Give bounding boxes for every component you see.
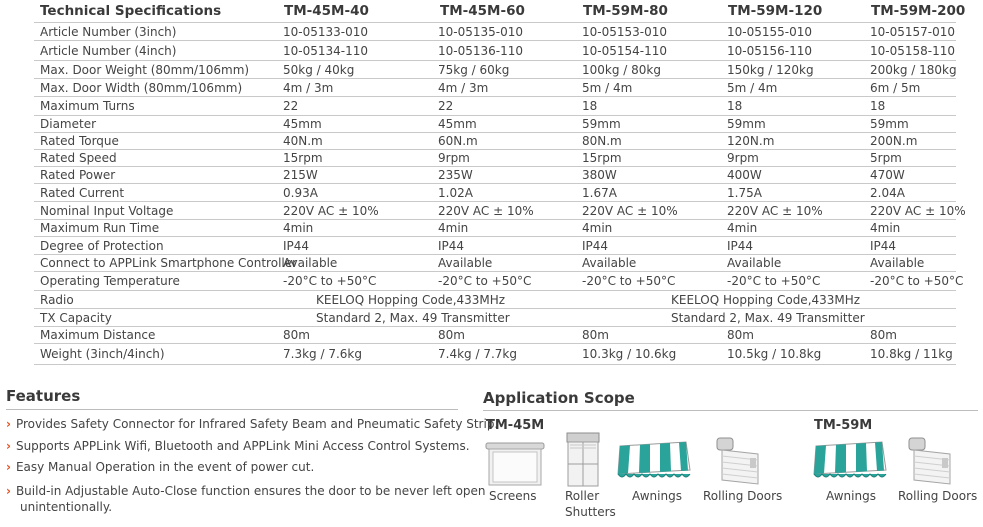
spec-value: 9rpm bbox=[727, 151, 759, 165]
spec-value: IP44 bbox=[727, 239, 754, 253]
app-label-screens: Screens bbox=[489, 489, 537, 503]
spec-value: 4m / 3m bbox=[438, 81, 489, 95]
spec-label: Maximum Distance bbox=[40, 328, 156, 342]
feature-text: Build-in Adjustable Auto-Close function ensures the door to be never left open bbox=[15, 484, 486, 498]
model-header: TM-45M-60 bbox=[440, 3, 525, 19]
spec-row bbox=[34, 343, 956, 365]
spec-value: 200N.m bbox=[870, 134, 918, 148]
spec-value: 80m bbox=[283, 328, 310, 342]
spec-value: 15rpm bbox=[582, 151, 622, 165]
spec-value: IP44 bbox=[283, 239, 310, 253]
spec-row bbox=[34, 183, 956, 202]
spec-value: 400W bbox=[727, 168, 762, 182]
spec-value: 4min bbox=[438, 221, 469, 235]
spec-value: 10-05133-010 bbox=[283, 25, 369, 39]
bullet-arrow-icon: › bbox=[6, 460, 11, 474]
spec-value: KEELOQ Hopping Code,433MHz bbox=[316, 293, 506, 307]
spec-value: 4min bbox=[870, 221, 901, 235]
spec-value: 7.4kg / 7.7kg bbox=[438, 347, 517, 361]
spec-value: 18 bbox=[727, 99, 743, 113]
spec-value: 80m bbox=[870, 328, 897, 342]
spec-value: 45mm bbox=[438, 117, 477, 131]
spec-value: 220V AC ± 10% bbox=[283, 204, 379, 218]
spec-value: 0.93A bbox=[283, 186, 318, 200]
spec-value: Standard 2, Max. 49 Transmitter bbox=[316, 311, 510, 325]
spec-row bbox=[34, 271, 964, 291]
spec-label: Maximum Run Time bbox=[40, 221, 160, 235]
application-title: Application Scope bbox=[483, 389, 635, 407]
spec-value: 4min bbox=[727, 221, 758, 235]
spec-value: 75kg / 60kg bbox=[438, 63, 510, 77]
spec-value: -20°C to +50°C bbox=[283, 274, 377, 288]
bullet-arrow-icon: › bbox=[6, 484, 11, 498]
spec-value: 10.8kg / 11kg bbox=[870, 347, 953, 361]
spec-value: 10-05153-010 bbox=[582, 25, 668, 39]
spec-label: Maximum Turns bbox=[40, 99, 135, 113]
spec-label: TX Capacity bbox=[40, 311, 112, 325]
spec-label: Article Number (4inch) bbox=[40, 44, 177, 58]
spec-label: Max. Door Weight (80mm/106mm) bbox=[40, 63, 250, 77]
spec-value: 220V AC ± 10% bbox=[727, 204, 823, 218]
spec-row bbox=[34, 40, 956, 61]
spec-label: Operating Temperature bbox=[40, 274, 180, 288]
spec-label: Article Number (3inch) bbox=[40, 25, 177, 39]
spec-value: 380W bbox=[582, 168, 617, 182]
spec-row bbox=[34, 22, 956, 41]
model-header: TM-59M-120 bbox=[728, 3, 823, 19]
spec-value: 200kg / 180kg bbox=[870, 63, 957, 77]
spec-value: 15rpm bbox=[283, 151, 323, 165]
spec-label: Weight (3inch/4inch) bbox=[40, 347, 165, 361]
spec-row bbox=[34, 149, 956, 167]
feature-item bbox=[6, 460, 314, 475]
model-header: TM-59M-200 bbox=[871, 3, 966, 19]
spec-value: 220V AC ± 10% bbox=[582, 204, 678, 218]
spec-value: 50kg / 40kg bbox=[283, 63, 355, 77]
spec-value: Available bbox=[582, 256, 637, 270]
spec-label: Nominal Input Voltage bbox=[40, 204, 174, 218]
spec-value: 10.3kg / 10.6kg bbox=[582, 347, 677, 361]
spec-value: 59mm bbox=[727, 117, 766, 131]
app-label-rolling-doors: Rolling Doors bbox=[898, 489, 978, 503]
spec-row bbox=[34, 96, 956, 116]
spec-value: 10-05157-010 bbox=[870, 25, 956, 39]
screen-icon bbox=[485, 442, 545, 488]
feature-item bbox=[6, 484, 486, 499]
spec-value: Available bbox=[727, 256, 782, 270]
app-label-awnings: Awnings bbox=[632, 489, 682, 503]
spec-value: Available bbox=[283, 256, 338, 270]
spec-value: -20°C to +50°C bbox=[438, 274, 532, 288]
spec-value: 215W bbox=[283, 168, 318, 182]
feature-item bbox=[6, 417, 498, 432]
spec-value: 4min bbox=[283, 221, 314, 235]
spec-value: 1.67A bbox=[582, 186, 617, 200]
spec-value: 1.02A bbox=[438, 186, 473, 200]
spec-value: IP44 bbox=[870, 239, 897, 253]
spec-value: 10-05156-110 bbox=[727, 44, 813, 58]
model-header: TM-59M-80 bbox=[583, 3, 668, 19]
spec-value: 40N.m bbox=[283, 134, 323, 148]
spec-value: IP44 bbox=[438, 239, 465, 253]
spec-row bbox=[34, 166, 956, 184]
spec-value: Standard 2, Max. 49 Transmitter bbox=[671, 311, 865, 325]
spec-value: 4min bbox=[582, 221, 613, 235]
spec-label: Rated Torque bbox=[40, 134, 119, 148]
feature-text: Provides Safety Connector for Infrared Safety Beam and Pneumatic Safety Strip. bbox=[15, 417, 499, 431]
spec-value: 470W bbox=[870, 168, 905, 182]
spec-label: Connect to APPLink Smartphone Controller bbox=[40, 256, 298, 270]
spec-value: 80m bbox=[438, 328, 465, 342]
spec-value: 5rpm bbox=[870, 151, 902, 165]
spec-row bbox=[34, 78, 956, 97]
spec-value: Available bbox=[438, 256, 493, 270]
spec-label: Rated Speed bbox=[40, 151, 117, 165]
model-header: TM-45M-40 bbox=[284, 3, 369, 19]
group-label-tm45m: TM-45M bbox=[486, 418, 545, 433]
spec-label: Max. Door Width (80mm/106mm) bbox=[40, 81, 243, 95]
spec-value: 45mm bbox=[283, 117, 322, 131]
awning-icon bbox=[616, 440, 692, 484]
spec-row bbox=[34, 132, 956, 150]
app-label-awnings: Awnings bbox=[826, 489, 876, 503]
awning-icon bbox=[812, 440, 888, 484]
spec-label: Radio bbox=[40, 293, 74, 307]
bullet-arrow-icon: › bbox=[6, 417, 11, 431]
group-label-tm59m: TM-59M bbox=[814, 418, 873, 433]
spec-value: 10-05154-110 bbox=[582, 44, 668, 58]
spec-row bbox=[34, 60, 956, 79]
spec-value: 10-05155-010 bbox=[727, 25, 813, 39]
feature-text: Easy Manual Operation in the event of power cut. bbox=[15, 460, 315, 474]
spec-value: 150kg / 120kg bbox=[727, 63, 814, 77]
spec-value: -20°C to +50°C bbox=[582, 274, 676, 288]
spec-value: 5m / 4m bbox=[727, 81, 778, 95]
spec-value: 22 bbox=[438, 99, 454, 113]
spec-value: KEELOQ Hopping Code,433MHz bbox=[671, 293, 861, 307]
spec-value: 80m bbox=[582, 328, 609, 342]
spec-row bbox=[34, 219, 956, 237]
spec-value: -20°C to +50°C bbox=[870, 274, 964, 288]
spec-row-radio bbox=[34, 290, 956, 309]
spec-value: 2.04A bbox=[870, 186, 905, 200]
spec-value: 59mm bbox=[582, 117, 621, 131]
roller-shutter-icon bbox=[566, 432, 600, 488]
spec-row bbox=[34, 236, 956, 255]
spec-value: 80N.m bbox=[582, 134, 622, 148]
spec-value: 235W bbox=[438, 168, 473, 182]
feature-item bbox=[6, 439, 470, 454]
spec-value: 59mm bbox=[870, 117, 909, 131]
app-label-rolling-doors: Rolling Doors bbox=[703, 489, 783, 503]
features-title: Features bbox=[6, 387, 81, 405]
spec-value: 100kg / 80kg bbox=[582, 63, 661, 77]
spec-value: 7.3kg / 7.6kg bbox=[283, 347, 362, 361]
spec-value: 120N.m bbox=[727, 134, 775, 148]
spec-value: 10.5kg / 10.8kg bbox=[727, 347, 822, 361]
spec-value: 10-05135-010 bbox=[438, 25, 524, 39]
spec-row bbox=[34, 115, 956, 133]
spec-value: 10-05136-110 bbox=[438, 44, 524, 58]
spec-row bbox=[34, 254, 956, 272]
spec-value: 10-05158-110 bbox=[870, 44, 956, 58]
bullet-arrow-icon: › bbox=[6, 439, 11, 453]
spec-value: 4m / 3m bbox=[283, 81, 334, 95]
spec-header-title: Technical Specifications bbox=[40, 3, 222, 19]
spec-value: 18 bbox=[582, 99, 598, 113]
spec-value: 22 bbox=[283, 99, 299, 113]
rolling-door-icon bbox=[906, 436, 956, 488]
spec-row-tx bbox=[34, 308, 956, 327]
spec-value: 5m / 4m bbox=[582, 81, 633, 95]
spec-label: Degree of Protection bbox=[40, 239, 164, 253]
spec-value: 220V AC ± 10% bbox=[438, 204, 534, 218]
spec-value: 80m bbox=[727, 328, 754, 342]
spec-value: 1.75A bbox=[727, 186, 762, 200]
spec-value: Available bbox=[870, 256, 925, 270]
spec-value: IP44 bbox=[582, 239, 609, 253]
spec-label: Rated Power bbox=[40, 168, 116, 182]
spec-value: 220V AC ± 10% bbox=[870, 204, 966, 218]
features-divider bbox=[6, 409, 458, 410]
spec-value: -20°C to +50°C bbox=[727, 274, 821, 288]
app-label-shutters: Shutters bbox=[565, 505, 616, 519]
spec-value: 10-05134-110 bbox=[283, 44, 369, 58]
application-divider bbox=[483, 410, 978, 411]
spec-value: 18 bbox=[870, 99, 886, 113]
feature-text: Supports APPLink Wifi, Bluetooth and APPLink Mini Access Control Systems. bbox=[15, 439, 470, 453]
spec-value: 9rpm bbox=[438, 151, 470, 165]
app-label-roller: Roller bbox=[565, 489, 600, 503]
spec-value: 60N.m bbox=[438, 134, 478, 148]
spec-row bbox=[34, 201, 966, 220]
spec-label: Diameter bbox=[40, 117, 97, 131]
spec-value: 6m / 5m bbox=[870, 81, 921, 95]
spec-row bbox=[34, 326, 956, 344]
rolling-door-icon bbox=[714, 436, 764, 488]
spec-label: Rated Current bbox=[40, 186, 125, 200]
feature-text-continued: unintentionally. bbox=[20, 500, 113, 514]
